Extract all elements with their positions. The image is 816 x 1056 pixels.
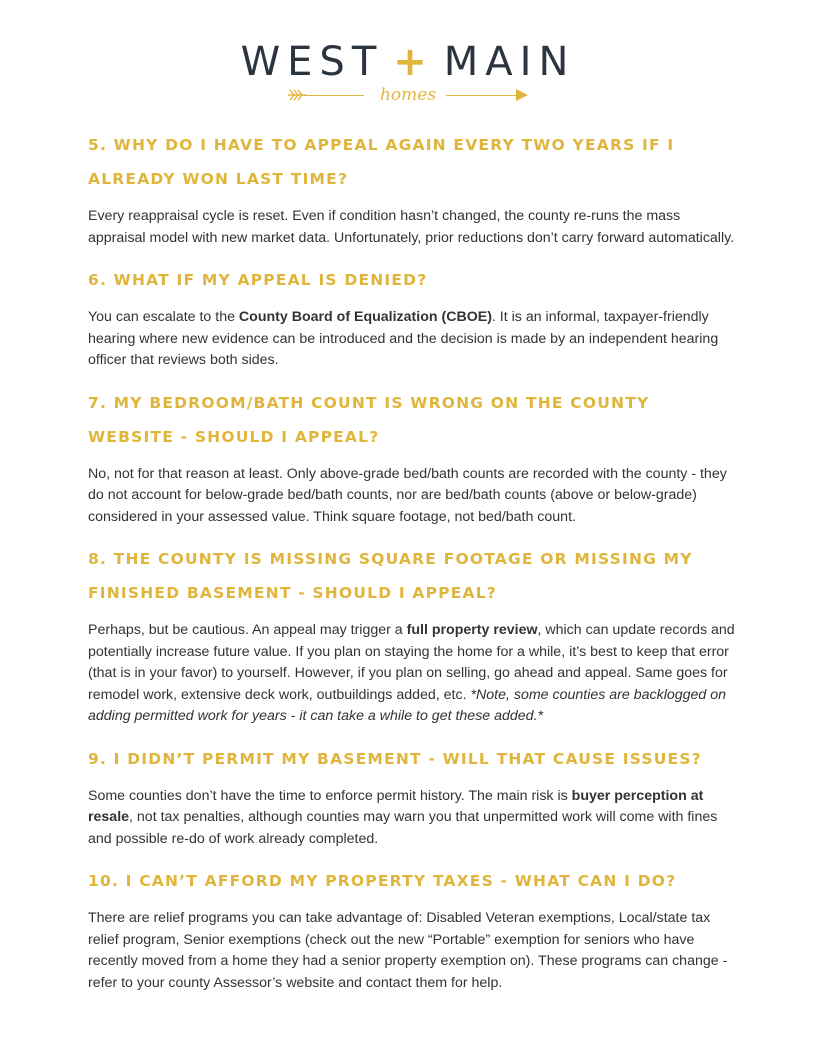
faq-question: 9. I DIDN’T PERMIT MY BASEMENT - WILL THAT CAUSE ISSUES?: [88, 749, 702, 768]
logo: [0, 40, 816, 106]
answer-emphasis: full property review: [406, 622, 538, 638]
answer-text: You can escalate to the: [88, 309, 239, 325]
faq-answer: [88, 908, 738, 994]
answer-emphasis: buyer perception at resale: [88, 787, 704, 825]
faq-question: 8. THE COUNTY IS MISSING SQUARE FOOTAGE OR MISSING MY FINISHED BASEMENT - SHOULD I APPEAL?: [88, 550, 693, 602]
answer-text: . It is an informal, taxpayer-friendly hearing where new evidence can be introduced and the decision is made by an independent hearing officer that reviews both sides.: [88, 309, 719, 368]
faq-question: 6. WHAT IF MY APPEAL IS DENIED?: [88, 271, 428, 289]
answer-text: , not tax penalties, although counties may warn you that unpermitted work will come with fines and possible re-do of work already completed.: [88, 809, 718, 847]
faq-answer: [88, 307, 738, 372]
answer-note: *Note, some counties are backlogged on adding permitted work for years - it can take a while to get these added.*: [88, 686, 727, 724]
logo-wordmark: [241, 40, 576, 84]
logo-plus: +: [393, 39, 434, 85]
faq-question: 7. MY BEDROOM/BATH COUNT IS WRONG ON THE COUNTY WEBSITE - SHOULD I APPEAL?: [88, 393, 650, 446]
logo-west: WEST: [240, 39, 384, 85]
answer-text: , which can update records and potentially increase future value. If you plan on staying the home for a while, it’s best to keep that error (that is in your favor) to yourself. However, if you plan on selling, go ahead and appeal. Same goes for remodel work, extensive deck work, outbuildings added, etc.: [88, 622, 735, 703]
faq-answer: [88, 620, 738, 728]
faq-question: 10. I CAN’T AFFORD MY PROPERTY TAXES - WHAT CAN I DO?: [88, 872, 677, 890]
arrowhead-icon: [516, 89, 528, 101]
answer-text: No, not for that reason at least. Only above-grade bed/bath counts are recorded with the county - they do not account for below-grade bed/bath counts, nor are bed/bath counts (above or below-grade) considered in your assessed value. Think square footage, not bed/bath count.: [88, 465, 727, 525]
faq-answer: [88, 464, 738, 529]
logo-subtitle: homes: [379, 85, 437, 105]
answer-text: Some counties don’t have the time to enforce permit history. The main risk is: [88, 787, 572, 804]
faq-answer: [88, 206, 738, 249]
answer-text: Perhaps, but be cautious. An appeal may trigger a: [88, 622, 407, 638]
logo-main-word: MAIN: [443, 39, 576, 85]
logo-arrow: [288, 84, 528, 106]
answer-emphasis: County Board of Equalization (CBOE): [238, 309, 492, 325]
faq-question: 5. WHY DO I HAVE TO APPEAL AGAIN EVERY TWO YEARS IF I ALREADY WON LAST TIME?: [88, 136, 675, 188]
arrow-shaft-right: [446, 95, 516, 96]
answer-text: Every reappraisal cycle is reset. Even if condition hasn’t changed, the county re-runs the mass appraisal model with new market data. Unfortunately, prior reductions don’t carry forward automatically.: [88, 208, 735, 246]
faq-list: [88, 128, 738, 1008]
answer-text: There are relief programs you can take advantage of: Disabled Veteran exemptions, Local/state tax relief program, Senior exemptions (check out the new “Portable” exemption for seniors who have recently moved from a home they had a senior property exemption on). These programs can change - refer to your county Assessor’s website and contact them for help.: [88, 910, 728, 991]
faq-answer: [88, 786, 738, 851]
